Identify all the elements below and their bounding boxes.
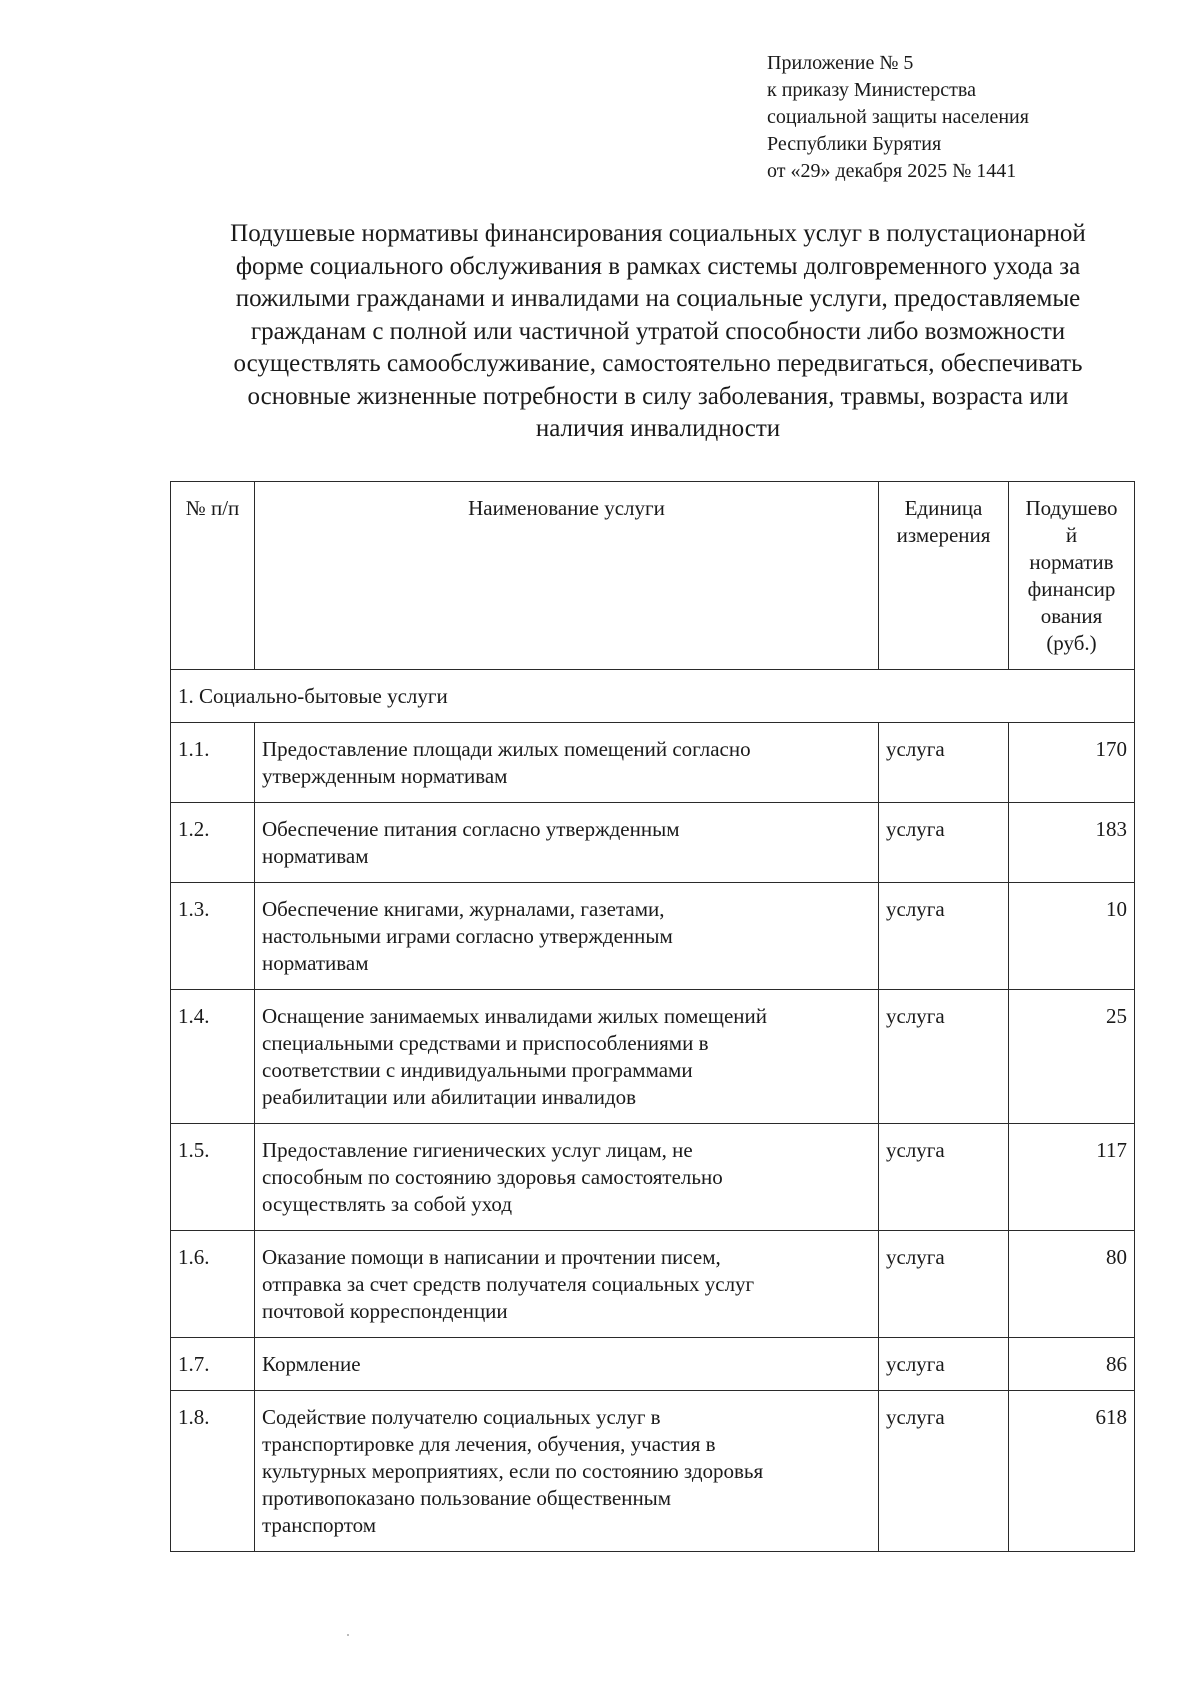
annex-line: Республики Бурятия — [767, 133, 942, 155]
title-line: основные жизненные потребности в силу заболевания, травмы, возраста или — [247, 382, 1069, 410]
row-unit: услуга — [879, 990, 1009, 1124]
service-name-line: культурных мероприятиях, если по состоянию здоровья — [262, 1459, 764, 1483]
row-unit: услуга — [879, 883, 1009, 990]
service-name-line: настольными играми согласно утвержденным — [262, 924, 673, 948]
service-name-line: соответствии с индивидуальными программами — [262, 1058, 693, 1082]
service-name-line: нормативам — [262, 844, 369, 868]
service-name-line: транспортировке для лечения, обучения, участия в — [262, 1432, 716, 1456]
service-name-line: транспортом — [262, 1513, 377, 1537]
scan-speck — [347, 1634, 349, 1636]
annex-line: социальной защиты населения — [767, 106, 1029, 128]
table-row — [171, 883, 1135, 990]
services-table — [170, 481, 1135, 1552]
row-number: 1.4. — [171, 990, 255, 1124]
row-value: 10 — [1009, 883, 1135, 990]
row-number: 1.8. — [171, 1391, 255, 1552]
title-line: наличия инвалидности — [535, 415, 781, 442]
service-name-line: реабилитации или абилитации инвалидов — [262, 1085, 637, 1109]
row-value: 618 — [1009, 1391, 1135, 1552]
table-header-row — [171, 482, 1135, 670]
service-name-line: Кормление — [262, 1352, 361, 1376]
row-number: 1.6. — [171, 1231, 255, 1338]
document-title — [160, 218, 1156, 446]
row-number: 1.1. — [171, 723, 255, 803]
service-name-line: Обеспечение книгами, журналами, газетами, — [262, 897, 665, 921]
row-value: 183 — [1009, 803, 1135, 883]
header-unit-line: измерения — [896, 523, 991, 547]
service-name-line: Оказание помощи в написании и прочтении писем, — [262, 1245, 721, 1269]
header-service-name: Наименование услуги — [255, 482, 879, 670]
service-name-line: Содействие получателю социальных услуг в — [262, 1405, 661, 1429]
table-row — [171, 990, 1135, 1124]
row-value: 86 — [1009, 1338, 1135, 1391]
header-number: № п/п — [171, 482, 255, 670]
service-name-line: Оснащение занимаемых инвалидами жилых помещений — [262, 1004, 767, 1028]
title-line: Подушевые нормативы финансирования социальных услуг в полустационарной — [230, 220, 1086, 247]
annex-block — [767, 50, 1029, 185]
service-name-line: Предоставление площади жилых помещений согласно — [262, 737, 751, 761]
row-service-name — [255, 883, 879, 990]
header-norm-line: й — [1065, 523, 1078, 547]
service-name-line: утвержденным нормативам — [262, 764, 508, 788]
row-number: 1.7. — [171, 1338, 255, 1391]
row-service-name — [255, 723, 879, 803]
row-unit: услуга — [879, 803, 1009, 883]
title-line: гражданам с полной или частичной утратой способности либо возможности — [250, 317, 1066, 345]
service-name-line: отправка за счет средств получателя социальных услуг — [262, 1272, 755, 1296]
annex-line: Приложение № 5 — [767, 52, 914, 74]
section-title: 1. Социально-бытовые услуги — [171, 670, 1135, 723]
service-name-line: Предоставление гигиенических услуг лицам, не — [262, 1138, 693, 1162]
header-norm-line: Подушево — [1025, 496, 1118, 520]
row-value: 80 — [1009, 1231, 1135, 1338]
table-row — [171, 803, 1135, 883]
section-row — [171, 670, 1135, 723]
header-norm-line: ования — [1040, 604, 1103, 628]
service-name-line: противопоказано пользование общественным — [262, 1486, 672, 1510]
header-norm — [1009, 482, 1135, 670]
header-norm-line: норматив — [1029, 550, 1114, 574]
row-service-name — [255, 1391, 879, 1552]
row-unit: услуга — [879, 723, 1009, 803]
row-service-name — [255, 1124, 879, 1231]
row-value: 117 — [1009, 1124, 1135, 1231]
service-name-line: нормативам — [262, 951, 369, 975]
title-line: пожилыми гражданами и инвалидами на социальные услуги, предоставляемые — [235, 285, 1081, 312]
header-unit-line: Единица — [904, 496, 983, 520]
row-unit: услуга — [879, 1231, 1009, 1338]
service-name-line: Обеспечение питания согласно утвержденным — [262, 817, 680, 841]
service-name-line: почтовой корреспонденции — [262, 1299, 508, 1323]
row-number: 1.3. — [171, 883, 255, 990]
header-norm-line: финансир — [1027, 577, 1116, 601]
table-row — [171, 1124, 1135, 1231]
row-number: 1.2. — [171, 803, 255, 883]
header-unit — [879, 482, 1009, 670]
row-unit: услуга — [879, 1124, 1009, 1231]
annex-line: от «29» декабря 2025 № 1441 — [767, 160, 1017, 182]
row-unit: услуга — [879, 1391, 1009, 1552]
service-name-line: специальными средствами и приспособлениями в — [262, 1031, 709, 1055]
annex-line: к приказу Министерства — [767, 79, 976, 101]
table-row — [171, 1391, 1135, 1552]
title-line: осуществлять самообслуживание, самостоятельно передвигаться, обеспечивать — [233, 350, 1083, 377]
row-service-name — [255, 990, 879, 1124]
title-line: форме социального обслуживания в рамках системы долговременного ухода за — [235, 252, 1081, 280]
row-service-name — [255, 803, 879, 883]
header-norm-line: (руб.) — [1046, 631, 1097, 655]
row-service-name — [255, 1338, 879, 1391]
row-number: 1.5. — [171, 1124, 255, 1231]
row-value: 25 — [1009, 990, 1135, 1124]
row-unit: услуга — [879, 1338, 1009, 1391]
table-row — [171, 723, 1135, 803]
row-value: 170 — [1009, 723, 1135, 803]
row-service-name — [255, 1231, 879, 1338]
table-row — [171, 1338, 1135, 1391]
service-name-line: способным по состоянию здоровья самостоятельно — [262, 1165, 723, 1189]
service-name-line: осуществлять за собой уход — [262, 1192, 513, 1216]
table-row — [171, 1231, 1135, 1338]
